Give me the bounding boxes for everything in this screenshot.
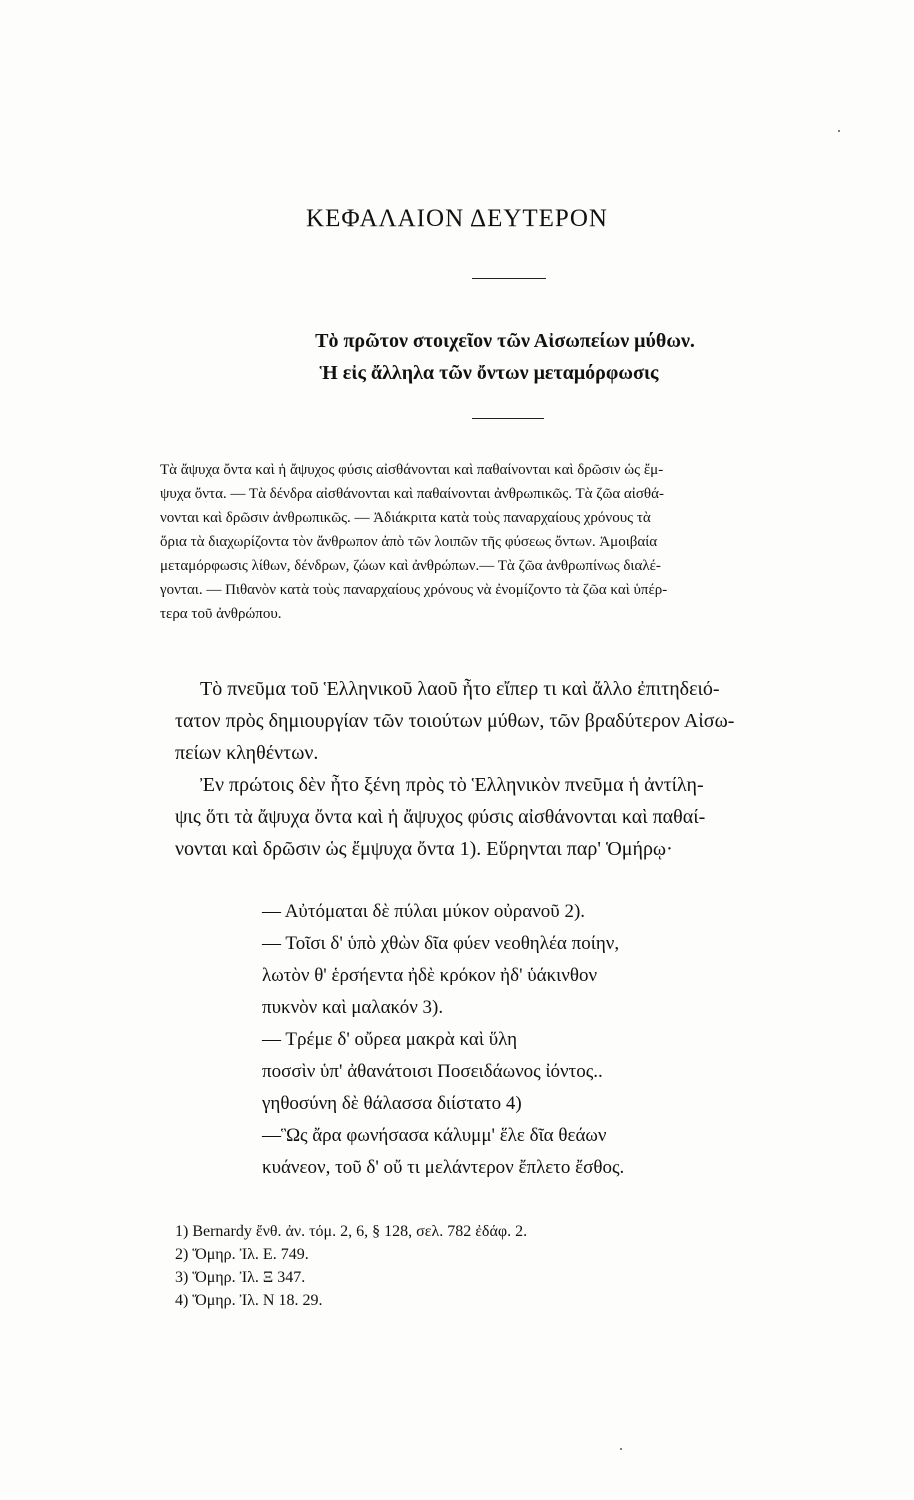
paragraph-line: τατον πρὸς δημιουργίαν τῶν τοιούτων μύθων, τῶν βραδύτερον Αἰσω-	[175, 710, 735, 732]
paragraph-line: νονται καὶ δρῶσιν ὡς ἔμψυχα ὄντα 1). Εὕρηνται παρ' Ὁμήρῳ·	[175, 838, 673, 860]
title-divider	[472, 278, 546, 279]
paragraph-line: ψις ὅτι τὰ ἄψυχα ὄντα καὶ ἡ ἄψυχος φύσις αἰσθάνονται καὶ παθαί-	[175, 806, 706, 828]
paragraph-2	[175, 769, 855, 865]
subtitle-line-2: Ἡ εἰς ἄλληλα τῶν ὄντων μεταμόρφωσις	[319, 362, 659, 384]
paragraph-line: Τὸ πνεῦμα τοῦ Ἑλληνικοῦ λαοῦ ἦτο εἴπερ τι καὶ ἄλλο ἐπιτηδειό-	[200, 678, 720, 700]
paragraph-line: πείων κληθέντων.	[175, 742, 319, 764]
footnote: 3) Ὅμηρ. Ἰλ. Ξ 347.	[175, 1269, 306, 1286]
summary-line: Τὰ ἄψυχα ὄντα καὶ ἡ ἄψυχος φύσις αἰσθάνονται καὶ παθαίνονται καὶ δρῶσιν ὡς ἔμ-	[160, 462, 664, 478]
homeric-quotation	[262, 896, 822, 1184]
paragraph-line: Ἐν πρώτοις δὲν ἦτο ξένη πρὸς τὸ Ἑλληνικὸν πνεῦμα ἡ ἀντίλη-	[200, 774, 704, 796]
print-speck	[838, 130, 840, 132]
chapter-summary	[160, 458, 868, 626]
footnote: 4) Ὅμηρ. Ἰλ. Ν 18. 29.	[175, 1292, 323, 1309]
summary-line: τερα τοῦ ἀνθρώπου.	[160, 606, 282, 622]
verse-line: — Τρέμε δ' οὔρεα μακρὰ καὶ ὕλη	[262, 1029, 518, 1050]
verse-line: κυάνεον, τοῦ δ' οὔ τι μελάντερον ἔπλετο ἔσθος.	[262, 1157, 625, 1178]
summary-line: ὅρια τὰ διαχωρίζοντα τὸν ἄνθρωπον ἀπὸ τῶν λοιπῶν τῆς φύσεως ὄντων. Ἀμοιβαία	[160, 534, 658, 550]
verse-line: ποσσὶν ὑπ' ἀθανάτοισι Ποσειδάωνος ἰόντος..	[262, 1061, 603, 1082]
footnote: 2) Ὅμηρ. Ἰλ. Ε. 749.	[175, 1246, 309, 1263]
verse-line: — Τοῖσι δ' ὑπὸ χθὼν δῖα φύεν νεοθηλέα ποίην,	[262, 933, 620, 954]
verse-line: πυκνὸν καὶ μαλακόν 3).	[262, 997, 444, 1018]
subtitle-divider	[472, 418, 544, 419]
footnotes	[175, 1220, 775, 1312]
verse-line: γηθοσύνη δὲ θάλασσα διίστατο 4)	[262, 1093, 522, 1114]
verse-line: —Ὣς ἄρα φωνήσασα κάλυμμ' ἕλε δῖα θεάων	[262, 1125, 607, 1146]
chapter-title: ΚΕΦΑΛΑΙΟΝ ΔΕΥΤΕΡΟΝ	[306, 205, 608, 232]
verse-line: λωτὸν θ' ἑρσήεντα ἠδὲ κρόκον ἠδ' ὑάκινθον	[262, 965, 598, 986]
footnote: 1) Bernardy ἔνθ. ἀν. τόμ. 2, 6, § 128, σελ. 782 ἐδάφ. 2.	[175, 1223, 528, 1240]
paragraph-1	[175, 673, 855, 769]
verse-line: — Αὐτόμαται δὲ πύλαι μύκον οὐρανοῦ 2).	[262, 901, 586, 922]
summary-line: ψυχα ὄντα. — Τὰ δένδρα αἰσθάνονται καὶ παθαίνονται ἀνθρωπικῶς. Τὰ ζῶα αἰσθά-	[160, 486, 664, 502]
summary-line: γονται. — Πιθανὸν κατὰ τοὺς παναρχαίους χρόνους νὰ ἐνομίζοντο τὰ ζῶα καὶ ὑπέρ-	[160, 582, 668, 598]
summary-line: μεταμόρφωσις λίθων, δένδρων, ζώων καὶ ἀνθρώπων.— Τὰ ζῶα ἀνθρωπίνως διαλέ-	[160, 558, 661, 574]
summary-line: νονται καὶ δρῶσιν ἀνθρωπικῶς. — Ἀδιάκριτα κατὰ τοὺς παναρχαίους χρόνους τὰ	[160, 510, 651, 526]
subtitle-line-1: Τὸ πρῶτον στοιχεῖον τῶν Αἰσωπείων μύθων.	[315, 330, 695, 352]
print-speck	[620, 1448, 622, 1450]
